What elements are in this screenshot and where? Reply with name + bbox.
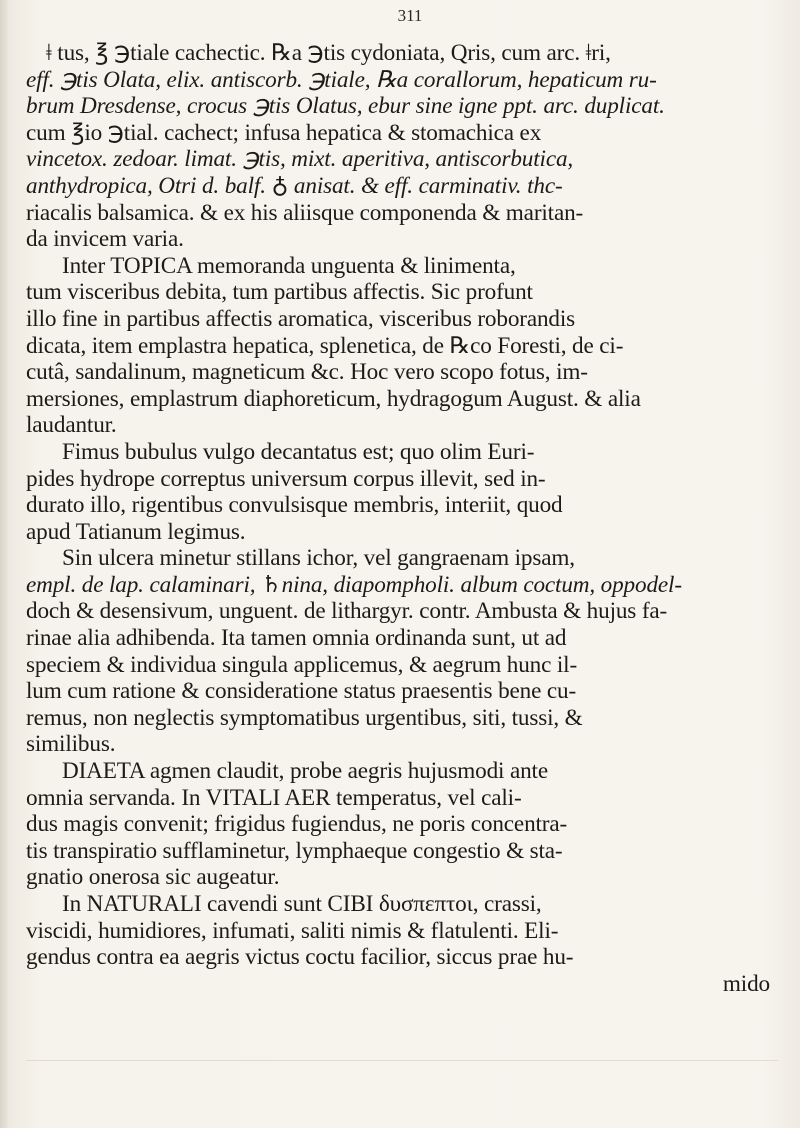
text-line: tum visceribus debita, tum partibus affectis. Sic profunt	[26, 279, 533, 306]
text-line: cum ℥io ℈tial. cachect; infusa hepatica & stomachica ex	[26, 119, 542, 146]
text-line: illo fine in partibus affectis aromatica, visceribus roborandis	[26, 305, 576, 332]
text-line: Sin ulcera minetur stillans ichor, vel gangraenam ipsam,	[62, 545, 575, 572]
page-number: 311	[397, 6, 423, 25]
text-line: speciem & individua singula applicemus, & aegrum hunc il-	[26, 651, 578, 678]
text-line: similibus.	[26, 731, 116, 758]
text-line: Fimus bubulus vulgo decantatus est; quo olim Euri-	[62, 438, 535, 465]
text-line: cutâ, sandalinum, magneticum &c. Hoc vero scopo fotus, im-	[26, 359, 588, 386]
text-line: eff. ℈tis Olata, elix. antiscorb. ℈tiale, ℞a corallorum, hepaticum ru-	[26, 66, 657, 93]
body-text	[26, 40, 778, 997]
text-line: riacalis balsamica. & ex his aliisque componenda & maritan-	[26, 199, 584, 226]
text-line: pides hydrope correptus universum corpus illevit, sed in-	[26, 465, 546, 492]
text-line: viscidi, humidiores, infumati, saliti nimis & flatulenti. Eli-	[26, 917, 559, 944]
text-line: remus, non neglectis symptomatibus urgentibus, siti, tussi, &	[26, 704, 583, 731]
text-line: rinae alia adhibenda. Ita tamen omnia ordinanda sunt, ut ad	[26, 625, 567, 652]
text-line: apud Tatianum legimus.	[26, 518, 246, 545]
text-line: empl. de lap. calaminari, ♄nina, diapompholi. album coctum, oppodel-	[26, 571, 682, 598]
text-line: tis transpiratio sufflaminetur, lymphaeque congestio & sta-	[26, 837, 563, 864]
text-line: doch & desensivum, unguent. de lithargyr. contr. Ambusta & hujus fa-	[26, 598, 668, 625]
bottom-edge	[26, 1060, 778, 1061]
text-line: omnia servanda. In VITALI AER temperatus, vel cali-	[26, 784, 522, 811]
text-line: gendus contra ea aegris victus coctu facilior, siccus prae hu-	[26, 944, 574, 971]
page-gutter	[0, 0, 10, 1128]
text-line: da invicem varia.	[26, 226, 184, 253]
text-line: lum cum ratione & consideratione status praesentis bene cu-	[26, 678, 577, 705]
text-line: ǂ tus, ℥ ℈tiale cachectic. ℞a ℈tis cydoniata, Qris, cum arc. ǂri,	[46, 40, 611, 66]
text-line: DIAETA agmen claudit, probe aegris hujusmodi ante	[62, 758, 548, 785]
text-line: laudantur.	[26, 412, 117, 439]
text-line: vincetox. zedoar. limat. ℈tis, mixt. aperitiva, antiscorbutica,	[26, 146, 574, 173]
text-line: gnatio onerosa sic augeatur.	[26, 864, 280, 891]
text-line: dicata, item emplastra hepatica, splenetica, de ℞co Foresti, de ci-	[26, 332, 624, 359]
text-line: dus magis convenit; frigidus fugiendus, ne poris concentra-	[26, 811, 568, 838]
text-line: mido	[722, 970, 770, 997]
text-line: In NATURALI cavendi sunt CIBI δυσπεπτοι, crassi,	[62, 891, 542, 917]
text-line: durato illo, rigentibus convulsisque membris, interiit, quod	[26, 492, 563, 519]
text-line: brum Dresdense, crocus ℈tis Olatus, ebur sine igne ppt. arc. duplicat.	[26, 93, 665, 120]
text-line: anthydropica, Otri d. balf. ♁ anisat. & eff. carminativ. thc-	[26, 172, 563, 199]
text-line: Inter TOPICA memoranda unguenta & linimenta,	[62, 252, 516, 279]
text-line: mersiones, emplastrum diaphoreticum, hydragogum August. & alia	[26, 385, 641, 412]
